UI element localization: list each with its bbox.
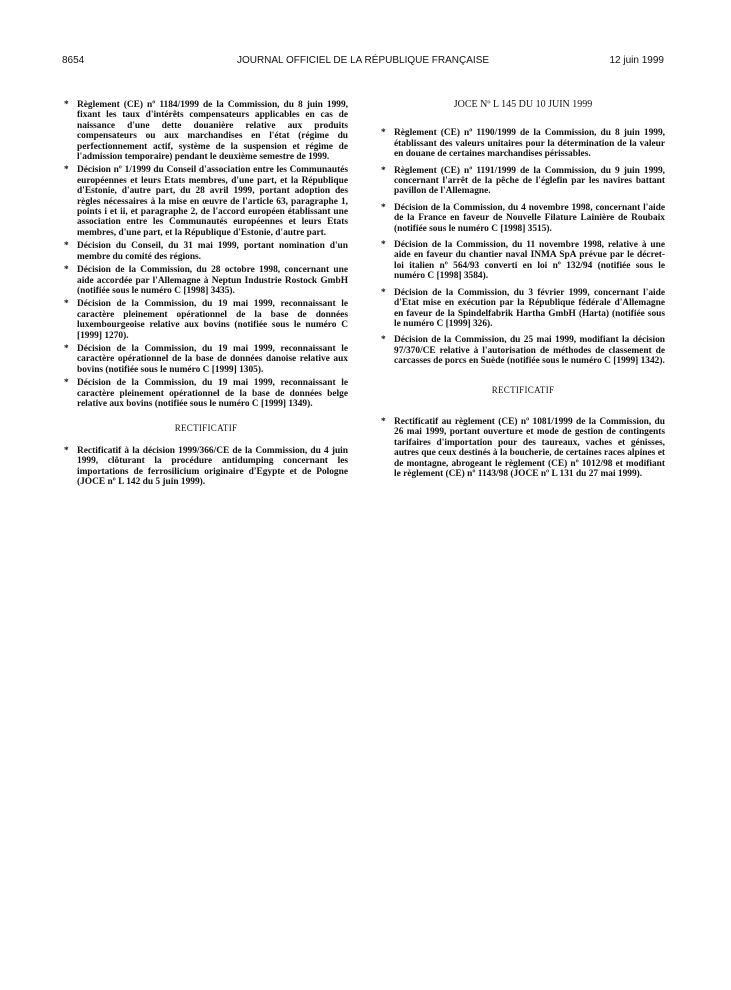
section-label-rectificatif: RECTIFICATIF — [491, 384, 555, 395]
list-item: * Décision nº 1/1999 du Conseil d'association entre les Communautés européennes et leurs Etats membres, d'une part, et la République d'Estonie, d'autre part, du 28 avril 1999, portant adoption des règles nécessaires à la mise en œuvre de l'article 63, paragraphe 1, points i et ii, et paragraphe 2, de l'accord européen établissant une association entre les Communautés européennes et leurs Etats membres, d'une part, et la République d'Estonie, d'autre part. — [64, 165, 348, 238]
section-label-rectificatif: RECTIFICATIF — [174, 423, 238, 434]
list-item: * Décision de la Commission, du 19 mai 1999, reconnaissant le caractère opérationnel de la base de données danoise relative aux bovins (notifiée sous le numéro C [1999] 1305). — [64, 344, 348, 375]
page-header — [62, 55, 664, 69]
page-number: 8654 — [62, 55, 85, 66]
rectificatif-item: * Rectificatif à la décision 1999/366/CE de la Commission, du 4 juin 1999, clôturant la procédure antidumping concernant les importations de ferrosilicium originaire d'Egypte et de Pologne (JOCE nº L 142 du 5 juin 1999). — [64, 446, 348, 488]
list-item: * Décision de la Commission, du 19 mai 1999, reconnaissant le caractère pleinement opérationnel de la base de données luxembourgeoise relative aux bovins (notifiée sous le numéro C [1999] 1270). — [64, 299, 348, 341]
list-item: * Décision du Conseil, du 31 mai 1999, portant nomination d'un membre du comité des régions. — [64, 241, 348, 262]
list-item: * Règlement (CE) nº 1184/1999 de la Commission, du 8 juin 1999, fixant les taux d'intérêts compensateurs applicables en cas de naissance d'une dette douanière relative aux produits compensateurs ou aux marchandises en l'état (régime du perfectionnement actif, système de la suspension et régime de l'admission temporaire) pendant le deuxième semestre de 1999. — [64, 100, 348, 162]
list-item: * Règlement (CE) nº 1190/1999 de la Commission, du 8 juin 1999, établissant des valeurs unitaires pour la détermination de la valeur en douane de certaines marchandises périssables. — [381, 128, 665, 159]
joce-issue-heading: JOCE Nº L 145 DU 10 JUIN 1999 — [453, 99, 593, 110]
list-item: * Règlement (CE) nº 1191/1999 de la Commission, du 9 juin 1999, concernant l'arrêt de la pêche de l'églefin par les navires battant pavillon de l'Allemagne. — [381, 166, 665, 197]
rectificatif-item: * Rectificatif au règlement (CE) nº 1081/1999 de la Commission, du 26 mai 1999, portant ouverture et mode de gestion de contingents tarifaires d'importation pour des taureaux, vaches et génisses, autres que ceux destinés à la boucherie, de certaines races alpines et de montagne, abrogeant le règlement (CE) nº 1012/98 et modifiant le règlement (CE) nº 1143/98 (JOCE nº L 131 du 27 mai 1999). — [381, 417, 665, 479]
journal-title: JOURNAL OFFICIEL DE LA RÉPUBLIQUE FRANÇAISE — [236, 55, 490, 66]
list-item: * Décision de la Commission, du 3 février 1999, concernant l'aide d'Etat mise en exécution par la République fédérale d'Allemagne en faveur de la Spindelfabrik Hartha GmbH (Harta) (notifiée sous le numéro C [1999] 326). — [381, 288, 665, 330]
list-item: * Décision de la Commission, du 28 octobre 1998, concernant une aide accordée par l'Allemagne à Neptun Industrie Rostock GmbH (notifiée sous le numéro C [1998] 3435). — [64, 265, 348, 296]
left-column — [64, 100, 348, 490]
list-item: * Décision de la Commission, du 4 novembre 1998, concernant l'aide de la France en faveur de Nouvelle Filature Lainière de Roubaix (notifiée sous le numéro C [1998] 3515). — [381, 203, 665, 234]
issue-date: 12 juin 1999 — [609, 55, 664, 66]
list-item: * Décision de la Commission, du 25 mai 1999, modifiant la décision 97/370/CE relative à l'autorisation de méthodes de classement de carcasses de porcs en Suède (notifiée sous le numéro C [1999] 1342). — [381, 335, 665, 366]
list-item: * Décision de la Commission, du 11 novembre 1998, relative à une aide en faveur du chantier naval INMA SpA prévue par le décret-loi italien nº 564/93 converti en loi nº 132/94 (notifiée sous le numéro C [1998] 3584). — [381, 240, 665, 282]
right-column — [381, 100, 665, 485]
list-item: * Décision de la Commission, du 19 mai 1999, reconnaissant le caractère pleinement opérationnel de la base de données belge relative aux bovins (notifiée sous le numéro C [1999] 1349). — [64, 378, 348, 409]
